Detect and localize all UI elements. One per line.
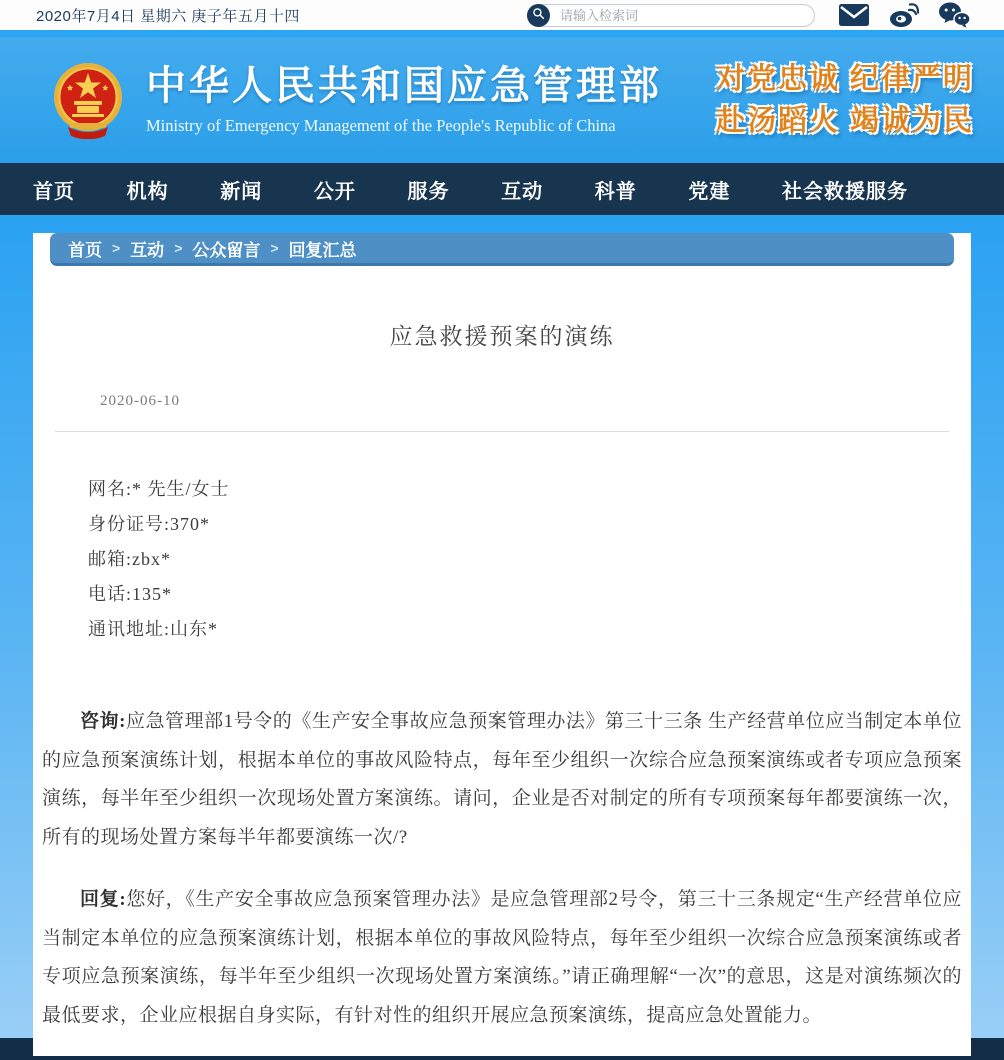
accent-strip <box>0 30 1004 37</box>
question-paragraph <box>42 703 962 857</box>
search-input[interactable] <box>550 8 814 23</box>
reply-label: 回复: <box>80 889 127 910</box>
divider <box>55 431 949 432</box>
masthead <box>0 37 1004 163</box>
breadcrumb-item-reply-summary: 回复汇总 <box>288 240 357 260</box>
slogan-banner <box>716 58 974 142</box>
submitter-info <box>33 472 971 647</box>
social-links <box>839 2 970 28</box>
question-text: 应急管理部1号令的《生产安全事故应急预案管理办法》第三十三条 生产经营单位应当制定本单位的应急预案演练计划，根据本单位的事故风险特点，每年至少组织一次综合应急预案演练或者专项应急预案演练，每半年至少组织一次现场处置方案演练。请问，企业是否对制定的所有专项预案每年都要演练一次，所有的现场处置方案每半年都要演练一次/? <box>42 711 962 848</box>
page-background <box>0 215 1004 1038</box>
reply-text: 您好，《生产安全事故应急预案管理办法》是应急管理部2号令，第三十三条规定“生产经营单位应当制定本单位的应急预案演练计划，根据本单位的事故风险特点，每年至少组织一次综合应急预案演练或者专项应急预案演练，每半年至少组织一次现场处置方案演练。”请正确理解“一次”的意思，这是对演练频次的最低要求，企业应根据自身实际，有针对性的组织开展应急预案演练，提高应急处置能力。 <box>42 889 963 1026</box>
breadcrumb-separator: > <box>270 240 279 256</box>
content-panel <box>33 233 971 1056</box>
nav-item-home[interactable]: 首页 <box>33 180 75 203</box>
nav-item-interaction[interactable]: 互动 <box>501 180 544 203</box>
breadcrumb-item-home[interactable]: 首页 <box>68 240 102 260</box>
nav-item-services[interactable]: 服务 <box>407 180 450 203</box>
site-search <box>527 4 815 27</box>
top-utility-bar <box>0 0 1004 30</box>
nav-item-news[interactable]: 新闻 <box>220 180 263 203</box>
current-date-text: 2020年7月4日 星期六 庚子年五月十四 <box>36 7 300 25</box>
question-label: 咨询: <box>80 711 126 732</box>
slogan-line-2: 赴汤蹈火 竭诚为民 <box>715 105 974 137</box>
primary-nav <box>0 163 1004 215</box>
nav-item-social-rescue-services[interactable]: 社会救援服务 <box>782 180 908 203</box>
nav-item-party-building[interactable]: 党建 <box>688 180 731 203</box>
field-email: 邮箱:zbx* <box>88 549 171 569</box>
site-subtitle-english: Ministry of Emergency Management of the People's Republic of China <box>146 116 616 135</box>
field-id-number: 身份证号:370* <box>88 514 211 534</box>
breadcrumb <box>50 233 954 266</box>
site-title: 中华人民共和国应急管理部 <box>146 64 662 108</box>
nav-item-organization[interactable]: 机构 <box>126 180 169 203</box>
article-date: 2020-06-10 <box>100 393 180 409</box>
search-button[interactable] <box>527 4 550 27</box>
breadcrumb-item-public-messages[interactable]: 公众留言 <box>192 240 261 260</box>
field-address: 通讯地址:山东* <box>88 619 219 639</box>
reply-paragraph <box>42 881 962 1035</box>
slogan-line-1: 对党忠诚 纪律严明 <box>715 63 974 95</box>
national-emblem-logo[interactable] <box>52 61 124 139</box>
field-nickname: 网名:* 先生/女士 <box>88 479 230 499</box>
breadcrumb-separator: > <box>174 240 183 256</box>
mail-icon[interactable] <box>839 4 869 26</box>
masthead-titles <box>146 64 662 136</box>
wechat-icon[interactable] <box>939 2 970 28</box>
article-title: 应急救援预案的演练 <box>389 324 615 349</box>
weibo-icon[interactable] <box>889 2 919 28</box>
nav-item-disclosure[interactable]: 公开 <box>313 180 356 203</box>
breadcrumb-item-interaction[interactable]: 互动 <box>130 240 165 260</box>
article <box>33 318 971 1035</box>
search-icon <box>532 7 545 23</box>
nav-item-science[interactable]: 科普 <box>594 180 637 203</box>
breadcrumb-separator: > <box>112 240 121 256</box>
field-phone: 电话:135* <box>88 584 173 604</box>
